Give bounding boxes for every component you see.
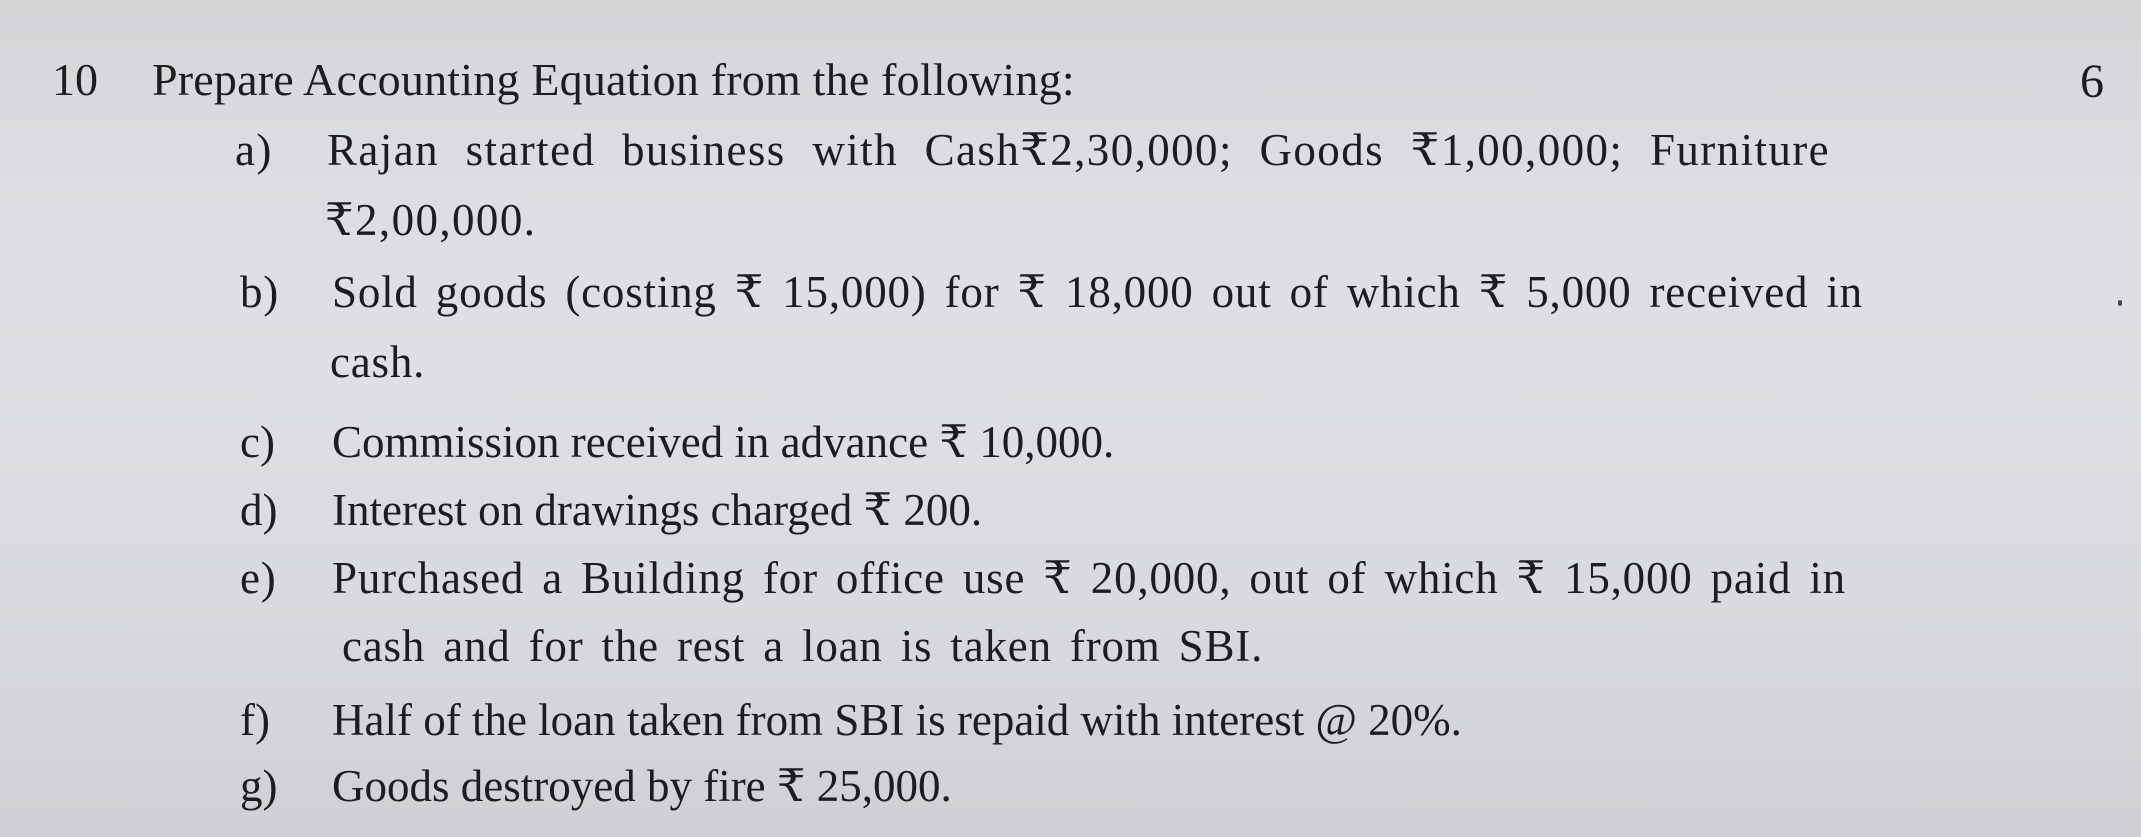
- question-item-d: [240, 480, 2070, 540]
- item-label: b): [240, 267, 280, 317]
- item-text: Goods destroyed by fire ₹ 25,000.: [332, 761, 952, 811]
- item-text-continued: cash.: [330, 337, 426, 387]
- question-marks: 6: [2080, 55, 2104, 108]
- item-text: Sold goods (costing ₹ 15,000) for ₹ 18,000 out of which ₹ 5,000 received in: [332, 267, 1863, 317]
- question-item-e: [240, 548, 2070, 676]
- item-label: e): [240, 553, 277, 603]
- question-number: 10: [52, 54, 98, 105]
- item-label: c): [240, 417, 275, 467]
- question-item-f: [240, 690, 2070, 750]
- item-label: f): [240, 695, 270, 745]
- item-text-continued: cash and for the rest a loan is taken from SBI.: [342, 621, 1264, 671]
- item-text-continued: ₹2,00,000.: [325, 195, 537, 245]
- item-label: d): [240, 485, 278, 535]
- item-label: a): [235, 125, 273, 175]
- question-item-a: [235, 120, 2065, 250]
- item-text: Interest on drawings charged ₹ 200.: [332, 485, 983, 535]
- item-text: Purchased a Building for office use ₹ 20,000, out of which ₹ 15,000 paid in: [332, 553, 1846, 603]
- paper-speck: [2118, 300, 2122, 306]
- question-item-g: [240, 756, 2070, 816]
- question-title: Prepare Accounting Equation from the following:: [152, 54, 1075, 105]
- question-item-c: [240, 412, 2070, 472]
- item-label: g): [240, 761, 278, 811]
- item-text: Half of the loan taken from SBI is repaid with interest @ 20%.: [332, 695, 1462, 745]
- question-item-b: [240, 262, 2070, 392]
- item-text: Rajan started business with Cash₹2,30,000; Goods ₹1,00,000; Furniture: [327, 125, 1831, 175]
- item-text: Commission received in advance ₹ 10,000.: [332, 417, 1115, 467]
